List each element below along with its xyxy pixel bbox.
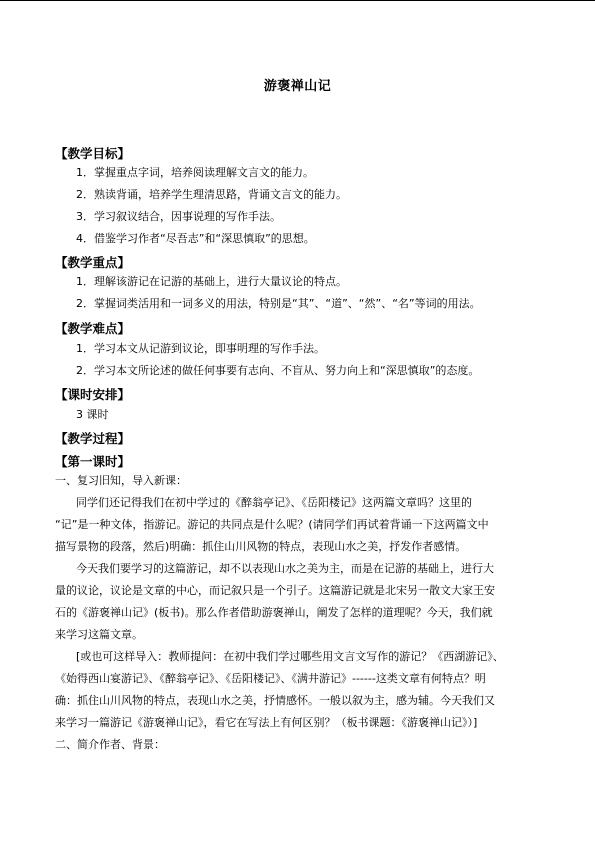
heading-key-points: 【教学重点】 [55,255,131,270]
heading-difficulties: 【教学难点】 [55,321,131,336]
goal-item: 3．学习叙议结合，因事说理的写作手法。 [76,210,281,223]
paragraph-line: 石的《游褒禅山记》(板书)。那么作者借助游褒禅山，阐发了怎样的道理呢？今天，我们就 [55,606,493,619]
heading-process: 【教学过程】 [55,431,131,446]
paragraph-line: 描写景物的段落，然后)明确：抓住山川风物的特点，表现山水之美，抒发作者感情。 [55,540,467,553]
heading-schedule: 【课时安排】 [55,387,131,402]
paragraph-line: 《始得西山宴游记》、《醉翁亭记》、《岳阳楼记》、《满井游记》------这类文章有何特点？明 [55,672,486,685]
paragraph-line: 量的议论，议论是文章的中心，而记叙只是一个引子。这篇游记就是北宋另一散文大家王安 [55,584,495,597]
paragraph-line: 今天我们要学习的这篇游记，却不以表现山水之美为主，而是在记游的基础上，进行大 [76,562,494,575]
goal-item: 4．借鉴学习作者“尽吾志”和“深思慎取”的思想。 [76,232,315,245]
goal-item: 1．掌握重点字词，培养阅读理解文言文的能力。 [76,166,314,179]
paragraph-line: “记”是一种文体，指游记。游记的共同点是什么呢？(请同学们再试着背诵一下这两篇文中 [55,518,489,531]
top-rule [0,0,595,1]
paragraph-line: 来学习这篇文章。 [55,628,143,641]
step-heading: 一、复习旧知，导入新课： [55,474,187,487]
paragraph-line: 来学习一篇游记《游褒禅山记》，看它在写法上有何区别？（板书课题：《游褒禅山记》）] [55,716,478,729]
heading-lesson1: 【第一课时】 [55,454,131,469]
heading-goals: 【教学目标】 [55,146,131,161]
paragraph-line: 确：抓住山川风物的特点，表现山水之美，抒情感怀。一般以叙为主，感为辅。今天我们又 [55,694,495,707]
difficulty-item: 1．学习本文从记游到议论，即事明理的写作手法。 [76,342,325,355]
paragraph-line: 同学们还记得我们在初中学过的《醉翁亭记》、《岳阳楼记》这两篇文章吗？这里的 [76,496,472,509]
difficulty-item: 2．学习本文所论述的做任何事要有志向、不盲从、努力向上和“深思慎取”的态度。 [76,364,480,377]
schedule-text: 3 课时 [76,408,109,421]
step-heading: 二、简介作者、背景： [55,738,165,751]
key-point-item: 2．掌握词类活用和一词多义的用法，特别是“其”、“道”、“然”、“名”等词的用法。 [76,297,481,310]
goal-item: 2．熟读背诵，培养学生理清思路，背诵文言文的能力。 [76,188,347,201]
document-title: 游褒禅山记 [263,79,332,94]
paragraph-line: [或也可这样导入：教师提问：在初中我们学过哪些用文言文写作的游记？《西湖游记》、 [76,650,504,663]
key-point-item: 1．理解该游记在记游的基础上，进行大量议论的特点。 [76,275,347,288]
